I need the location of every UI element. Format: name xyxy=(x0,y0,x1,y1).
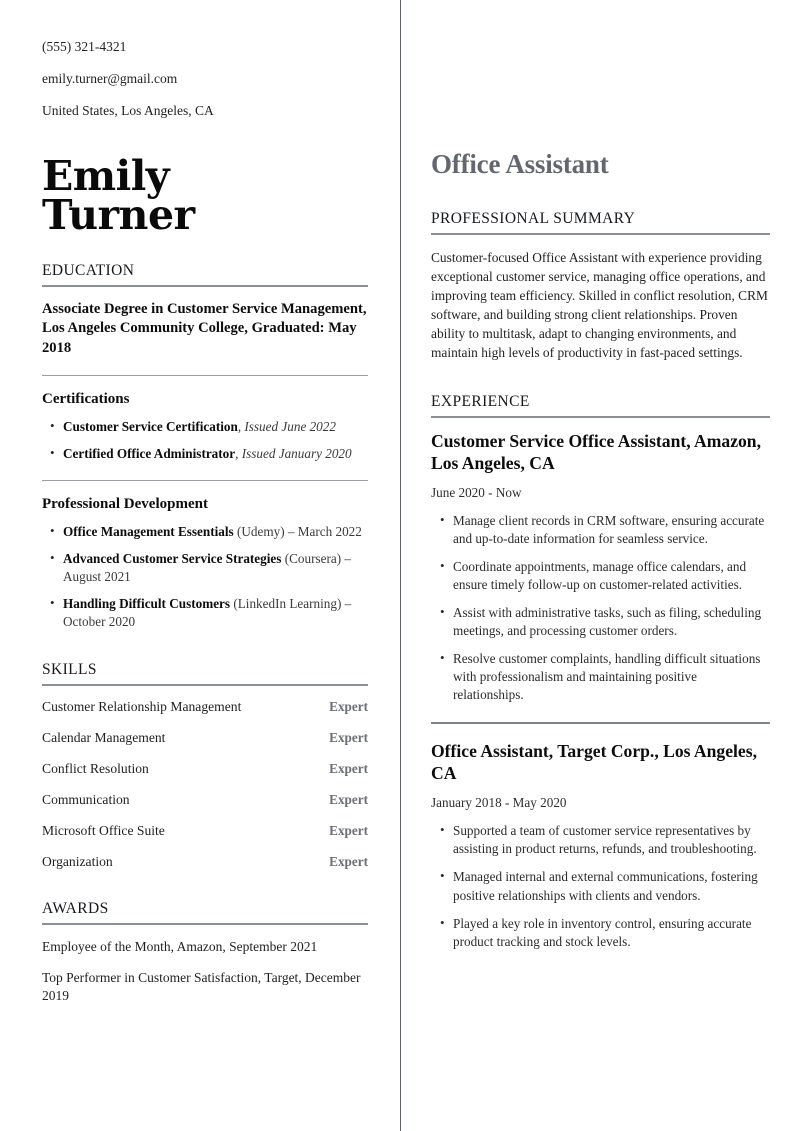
experience-heading-rule xyxy=(431,416,770,418)
list-item: • Played a key role in inventory control, ensuring accurate product tracking and stock levels. xyxy=(453,915,770,951)
experience-entry xyxy=(431,431,770,705)
skill-name: Calendar Management xyxy=(42,729,166,745)
experience-bullets xyxy=(431,512,770,705)
certification-name: Certified Office Administrator xyxy=(63,445,236,461)
experience-entry xyxy=(431,741,770,950)
awards-heading-rule xyxy=(42,923,368,925)
course-detail: (Udemy) – March 2022 xyxy=(233,523,362,539)
list-item: • Managed internal and external communications, fostering positive relationships with clients and vendors. xyxy=(453,868,770,904)
award-item: Employee of the Month, Amazon, September 2021 xyxy=(42,938,318,954)
skill-row xyxy=(42,730,368,746)
professional-development-heading: Professional Development xyxy=(42,495,208,512)
summary-text: Customer-focused Office Assistant with experience providing exceptional customer service, managing office operations, and improving team efficiency. Skilled in conflict resolution, CRM software, and building strong client relationships. Proven ability to multitask, adapt to changing environments, and maintain high levels of productivity in fast-paced settings. xyxy=(431,249,768,361)
list-item xyxy=(63,523,368,541)
spacer xyxy=(431,367,770,393)
candidate-name xyxy=(42,151,368,240)
education-heading: EDUCATION xyxy=(42,262,135,280)
skill-level: Expert xyxy=(329,698,368,714)
experience-heading: EXPERIENCE xyxy=(431,392,530,410)
course-name: Advanced Customer Service Strategies xyxy=(63,550,282,566)
spacer xyxy=(42,635,368,661)
list-item: • Coordinate appointments, manage office calendars, and ensure timely follow-up on customer-related activities. xyxy=(453,558,770,594)
experience-dates: January 2018 - May 2020 xyxy=(431,795,567,811)
summary-heading: PROFESSIONAL SUMMARY xyxy=(431,209,636,227)
skill-row xyxy=(42,823,368,839)
list-item: • Supported a team of customer service representatives by assisting in product returns, refunds, and troubleshooting. xyxy=(453,822,770,858)
professional-development-divider xyxy=(42,480,368,481)
course-detail: (LinkedIn Learning) – October 2020 xyxy=(63,595,352,629)
awards-section xyxy=(42,900,368,1005)
contact-phone: (555) 321-4321 xyxy=(42,39,127,54)
spacer xyxy=(42,874,368,900)
education-section xyxy=(42,262,368,630)
education-heading-rule xyxy=(42,285,368,287)
right-column xyxy=(400,0,800,1131)
skill-name: Communication xyxy=(42,791,130,807)
experience-dates: June 2020 - Now xyxy=(431,484,522,500)
contact-email: emily.turner@gmail.com xyxy=(42,71,178,87)
experience-bullets xyxy=(431,822,770,950)
candidate-first-name: Emily xyxy=(42,151,170,200)
skill-level: Expert xyxy=(329,791,368,807)
course-detail: (Coursera) – August 2021 xyxy=(63,550,351,584)
certifications-heading: Certifications xyxy=(42,390,130,407)
skill-level: Expert xyxy=(329,853,368,869)
course-name: Office Management Essentials xyxy=(63,523,234,539)
skills-heading-rule xyxy=(42,684,368,686)
summary-heading-rule xyxy=(431,233,770,235)
summary-section xyxy=(431,210,770,363)
list-item: • Manage client records in CRM software, ensuring accurate and up-to-date information for seamless service. xyxy=(453,512,770,548)
contact-location: United States, Los Angeles, CA xyxy=(42,103,214,119)
skill-level: Expert xyxy=(329,822,368,838)
candidate-last-name: Turner xyxy=(42,191,195,240)
skill-row xyxy=(42,761,368,777)
list-item: • Assist with administrative tasks, such as filing, scheduling meetings, and processing customer orders. xyxy=(453,604,770,640)
skill-row xyxy=(42,699,368,715)
list-item: • Resolve customer complaints, handling difficult situations with professionalism and maintaining positive relationships. xyxy=(453,650,770,704)
skills-section xyxy=(42,661,368,870)
awards-heading: AWARDS xyxy=(42,899,109,917)
course-name: Handling Difficult Customers xyxy=(63,595,231,611)
certification-name: Customer Service Certification xyxy=(63,418,238,434)
list-item xyxy=(63,445,368,463)
award-item: Top Performer in Customer Satisfaction, Target, December 2019 xyxy=(42,969,361,1003)
certification-detail: , Issued January 2020 xyxy=(235,445,352,461)
certifications-list xyxy=(42,418,368,463)
experience-section xyxy=(431,393,770,951)
certification-detail: , Issued June 2022 xyxy=(237,418,336,434)
list-item xyxy=(63,550,368,586)
certifications-divider xyxy=(42,375,368,376)
list-item xyxy=(63,595,368,631)
target-job-title: Office Assistant xyxy=(431,149,609,179)
experience-role: Office Assistant, Target Corp., Los Angeles, CA xyxy=(431,741,757,784)
skill-row xyxy=(42,792,368,808)
skill-level: Expert xyxy=(329,760,368,776)
professional-development-list xyxy=(42,523,368,631)
skills-heading: SKILLS xyxy=(42,660,97,678)
skill-name: Customer Relationship Management xyxy=(42,698,242,714)
list-item xyxy=(63,418,368,436)
skill-row xyxy=(42,854,368,870)
skill-name: Conflict Resolution xyxy=(42,760,149,776)
experience-role: Customer Service Office Assistant, Amazon, Los Angeles, CA xyxy=(431,430,761,473)
skill-name: Microsoft Office Suite xyxy=(42,822,165,838)
education-entry: Associate Degree in Customer Service Management, Los Angeles Community College, Graduated: May 2018 xyxy=(42,301,367,356)
experience-entry-divider xyxy=(431,722,770,724)
skill-name: Organization xyxy=(42,853,113,869)
skill-level: Expert xyxy=(329,729,368,745)
